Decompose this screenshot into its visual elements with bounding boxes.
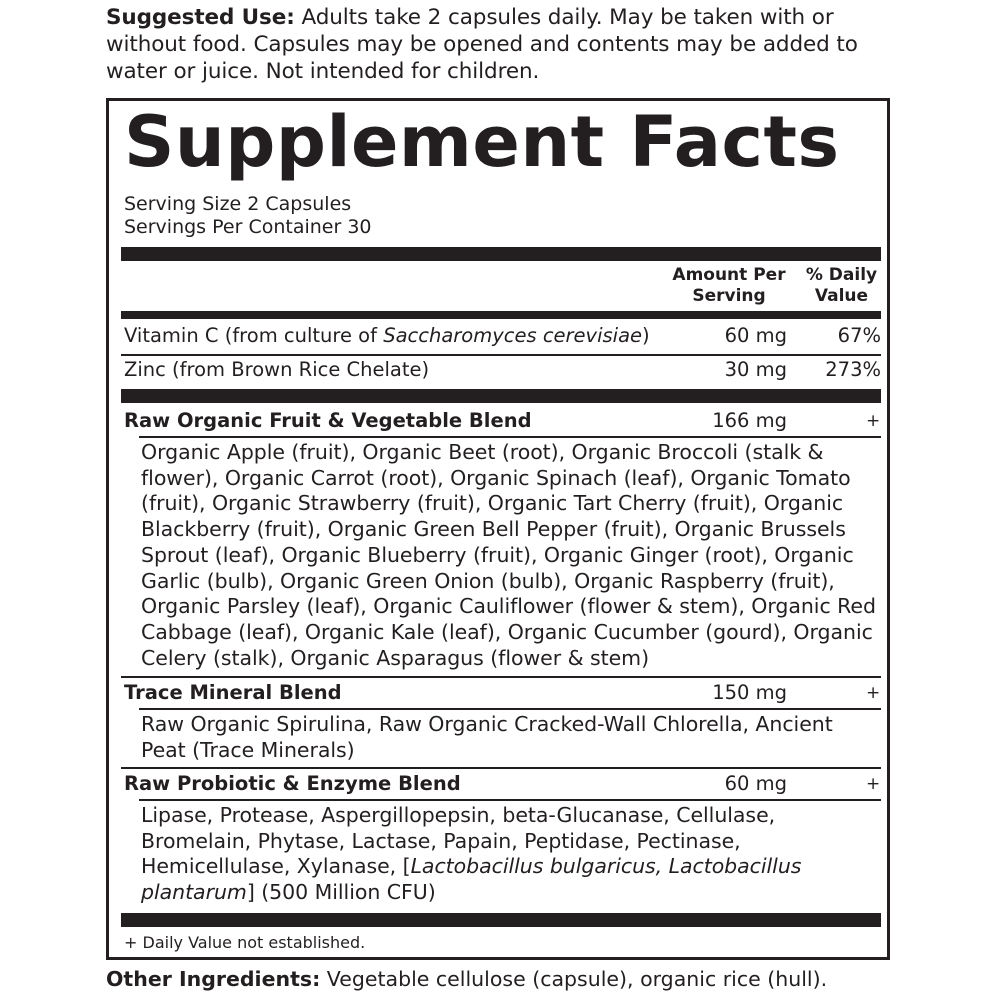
row-divider xyxy=(121,354,881,356)
blend-ingredients-text: Lipase, Protease, Aspergillopepsin, beta-Glucanase, Cellulase, Bromelain, Phytase, Lactase, Papain, Peptidase, Pectinase, Hemicellulase, Xylanase, [ xyxy=(141,803,776,879)
blend-dv: + xyxy=(866,683,881,703)
col-dv-line1: % Daily xyxy=(805,265,878,285)
other-ingredients xyxy=(106,966,827,992)
thick-divider xyxy=(121,913,881,927)
nutrient-name xyxy=(124,324,650,348)
blend-divider xyxy=(139,708,881,710)
nutrient-name-suffix: ) xyxy=(642,324,650,347)
blend-amount: 60 mg xyxy=(724,772,787,795)
nutrient-amount: 30 mg xyxy=(724,358,787,381)
nutrient-name-text: Vitamin C (from culture of xyxy=(124,324,384,347)
other-ingredients-label: Other Ingredients: xyxy=(106,967,321,991)
blend-name: Raw Organic Fruit & Vegetable Blend xyxy=(124,409,532,432)
suggested-use-text: Adults take 2 capsules daily. May be taken with or without food. Capsules may be opened and contents may be added to water or juice. Not intended for children. xyxy=(106,5,858,84)
suggested-use-label: Suggested Use: xyxy=(106,5,295,30)
col-amount-line1: Amount Per xyxy=(672,265,786,285)
blend-amount: 166 mg xyxy=(712,409,787,432)
blend-ingredients-suffix: ] (500 Million CFU) xyxy=(246,880,436,905)
blend-ingredients: Raw Organic Spirulina, Raw Organic Cracked-Wall Chlorella, Ancient Peat (Trace Minerals) xyxy=(141,712,833,762)
supplement-facts-panel xyxy=(106,98,890,960)
row-divider xyxy=(121,767,881,769)
blend-dv: + xyxy=(866,774,881,794)
other-ingredients-text: Vegetable cellulose (capsule), organic rice (hull). xyxy=(320,967,828,991)
thick-divider xyxy=(121,389,881,403)
medium-divider xyxy=(121,311,881,319)
thick-divider xyxy=(121,247,881,261)
nutrient-dv: 273% xyxy=(825,358,881,381)
blend-name: Raw Probiotic & Enzyme Blend xyxy=(124,772,461,795)
blend-name: Trace Mineral Blend xyxy=(124,681,342,704)
blend-ingredients-italic: Lactobacillus bulgaricus, Lactobacillus plantarum xyxy=(141,854,802,905)
footnote: + Daily Value not established. xyxy=(124,933,366,952)
blend-ingredients xyxy=(141,803,881,906)
row-divider xyxy=(121,676,881,678)
panel-title: Supplement Facts xyxy=(124,101,840,183)
blend-divider xyxy=(139,799,881,801)
blend-divider xyxy=(139,436,881,438)
col-amount-line2: Serving xyxy=(692,286,766,306)
suggested-use xyxy=(106,4,896,85)
nutrient-name xyxy=(124,358,429,382)
col-dv-line2: Value xyxy=(814,286,869,306)
serving-size: Serving Size 2 Capsules xyxy=(124,193,352,215)
blend-ingredients: Organic Apple (fruit), Organic Beet (root), Organic Broccoli (stalk & flower), Organic Carrot (root), Organic Spinach (leaf), Organic Tomato (fruit), Organic Strawberry (fruit), Organic Tart Cherry (fruit), Organic Blackberry (fruit), Organic Green Bell Pepper (fruit), Organic Brussels Sprout (leaf), Organic Blueberry (fruit), Organic Ginger (root), Organic Garlic (bulb), Organic Green Onion (bulb), Organic Raspberry (fruit), Organic Parsley (leaf), Organic Cauliflower (flower & stem), Organic Red Cabbage (leaf), Organic Kale (leaf), Organic Cucumber (gourd), Organic Celery (stalk), Organic Asparagus (flower & stem) xyxy=(141,440,876,670)
col-amount-header xyxy=(664,265,794,307)
nutrient-name-italic: Saccharomyces cerevisiae xyxy=(383,324,643,347)
blend-dv: + xyxy=(866,411,881,431)
col-dv-header xyxy=(794,265,889,307)
nutrient-amount: 60 mg xyxy=(724,324,787,347)
servings-per-container: Servings Per Container 30 xyxy=(124,216,372,238)
nutrient-name-text: Zinc (from Brown Rice Chelate) xyxy=(124,358,430,381)
nutrient-dv: 67% xyxy=(837,324,881,347)
blend-amount: 150 mg xyxy=(712,681,787,704)
